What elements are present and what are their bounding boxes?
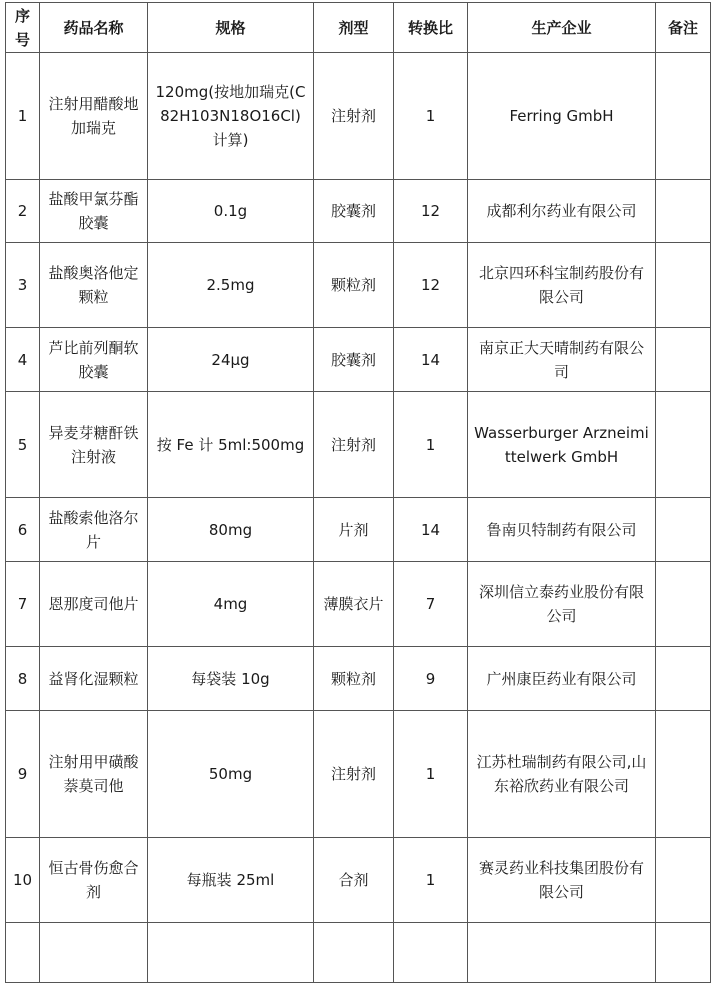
cell-name: 芦比前列酮软胶囊 xyxy=(40,328,148,392)
cell-note xyxy=(656,838,711,923)
cell-name: 恩那度司他片 xyxy=(40,562,148,647)
cell-spec: 4mg xyxy=(148,562,314,647)
cell-name: 异麦芽糖酐铁注射液 xyxy=(40,392,148,498)
table-row xyxy=(6,392,711,498)
table-row-empty xyxy=(6,923,711,983)
cell-empty xyxy=(468,923,656,983)
cell-seq: 6 xyxy=(6,498,40,562)
cell-form: 合剂 xyxy=(314,838,394,923)
cell-form: 注射剂 xyxy=(314,392,394,498)
cell-seq: 10 xyxy=(6,838,40,923)
cell-ratio: 14 xyxy=(394,498,468,562)
cell-form: 注射剂 xyxy=(314,53,394,180)
cell-spec: 0.1g xyxy=(148,180,314,243)
cell-note xyxy=(656,328,711,392)
cell-empty xyxy=(394,923,468,983)
cell-form: 颗粒剂 xyxy=(314,243,394,328)
cell-name: 盐酸甲氯芬酯胶囊 xyxy=(40,180,148,243)
cell-name: 恒古骨伤愈合剂 xyxy=(40,838,148,923)
cell-ratio: 1 xyxy=(394,392,468,498)
cell-note xyxy=(656,53,711,180)
cell-seq: 3 xyxy=(6,243,40,328)
cell-note xyxy=(656,180,711,243)
cell-seq: 1 xyxy=(6,53,40,180)
cell-spec: 24μg xyxy=(148,328,314,392)
header-spec: 规格 xyxy=(148,3,314,53)
table-row xyxy=(6,711,711,838)
header-name: 药品名称 xyxy=(40,3,148,53)
header-seq: 序号 xyxy=(6,3,40,53)
cell-form: 片剂 xyxy=(314,498,394,562)
cell-ratio: 1 xyxy=(394,838,468,923)
cell-maker: 赛灵药业科技集团股份有限公司 xyxy=(468,838,656,923)
cell-name: 益肾化湿颗粒 xyxy=(40,647,148,711)
cell-maker: Ferring GmbH xyxy=(468,53,656,180)
cell-maker: 成都利尔药业有限公司 xyxy=(468,180,656,243)
cell-spec: 50mg xyxy=(148,711,314,838)
cell-ratio: 7 xyxy=(394,562,468,647)
cell-maker: 江苏杜瑞制药有限公司,山东裕欣药业有限公司 xyxy=(468,711,656,838)
cell-maker: 广州康臣药业有限公司 xyxy=(468,647,656,711)
table-row xyxy=(6,647,711,711)
cell-ratio: 12 xyxy=(394,243,468,328)
cell-maker: 深圳信立泰药业股份有限公司 xyxy=(468,562,656,647)
cell-ratio: 1 xyxy=(394,711,468,838)
cell-spec: 按 Fe 计 5ml:500mg xyxy=(148,392,314,498)
cell-empty xyxy=(314,923,394,983)
cell-seq: 5 xyxy=(6,392,40,498)
cell-form: 薄膜衣片 xyxy=(314,562,394,647)
cell-ratio: 1 xyxy=(394,53,468,180)
cell-note xyxy=(656,647,711,711)
cell-empty xyxy=(148,923,314,983)
cell-note xyxy=(656,562,711,647)
cell-name: 盐酸索他洛尔片 xyxy=(40,498,148,562)
cell-name: 注射用醋酸地加瑞克 xyxy=(40,53,148,180)
cell-maker: 南京正大天晴制药有限公司 xyxy=(468,328,656,392)
table-row xyxy=(6,838,711,923)
cell-form: 胶囊剂 xyxy=(314,180,394,243)
cell-seq: 8 xyxy=(6,647,40,711)
cell-empty xyxy=(6,923,40,983)
cell-maker: 北京四环科宝制药股份有限公司 xyxy=(468,243,656,328)
table-row xyxy=(6,180,711,243)
cell-seq: 9 xyxy=(6,711,40,838)
cell-form: 颗粒剂 xyxy=(314,647,394,711)
cell-spec: 每瓶装 25ml xyxy=(148,838,314,923)
cell-empty xyxy=(40,923,148,983)
cell-maker: 鲁南贝特制药有限公司 xyxy=(468,498,656,562)
cell-spec: 80mg xyxy=(148,498,314,562)
cell-name: 盐酸奥洛他定颗粒 xyxy=(40,243,148,328)
cell-spec: 2.5mg xyxy=(148,243,314,328)
header-maker: 生产企业 xyxy=(468,3,656,53)
table-row xyxy=(6,243,711,328)
cell-ratio: 12 xyxy=(394,180,468,243)
cell-ratio: 14 xyxy=(394,328,468,392)
table-header-row xyxy=(6,3,711,53)
table-row xyxy=(6,562,711,647)
cell-ratio: 9 xyxy=(394,647,468,711)
cell-empty xyxy=(656,923,711,983)
header-ratio: 转换比 xyxy=(394,3,468,53)
cell-spec: 120mg(按地加瑞克(C82H103N18O16Cl)计算) xyxy=(148,53,314,180)
cell-note xyxy=(656,392,711,498)
drug-table xyxy=(5,2,711,983)
cell-note xyxy=(656,711,711,838)
cell-seq: 4 xyxy=(6,328,40,392)
cell-note xyxy=(656,243,711,328)
table-row xyxy=(6,498,711,562)
cell-spec: 每袋装 10g xyxy=(148,647,314,711)
cell-seq: 2 xyxy=(6,180,40,243)
header-form: 剂型 xyxy=(314,3,394,53)
header-note: 备注 xyxy=(656,3,711,53)
cell-form: 胶囊剂 xyxy=(314,328,394,392)
table-row xyxy=(6,53,711,180)
table-row xyxy=(6,328,711,392)
cell-seq: 7 xyxy=(6,562,40,647)
cell-note xyxy=(656,498,711,562)
cell-maker: Wasserburger Arzneimittelwerk GmbH xyxy=(468,392,656,498)
cell-name: 注射用甲磺酸萘莫司他 xyxy=(40,711,148,838)
cell-form: 注射剂 xyxy=(314,711,394,838)
